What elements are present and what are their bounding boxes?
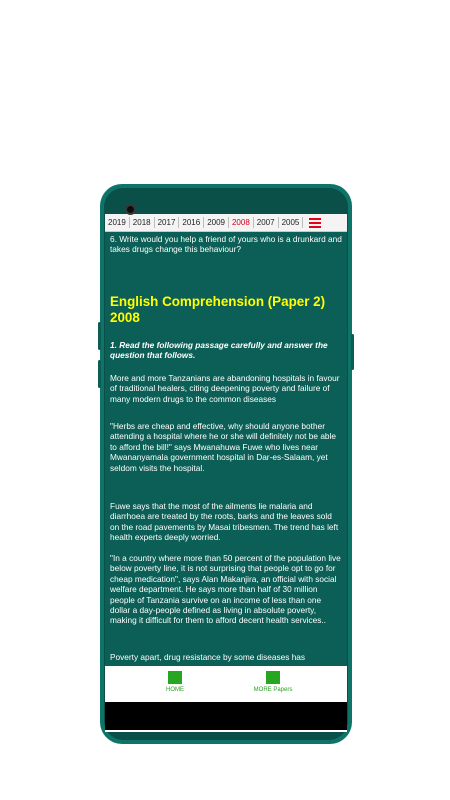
phone-side-button <box>98 322 101 350</box>
home-nav-button[interactable] <box>140 671 210 693</box>
tab-2016[interactable]: 2016 <box>179 217 204 228</box>
passage-paragraph-5: Poverty apart, drug resistance by some diseases has <box>110 652 306 662</box>
system-navigation-bar <box>105 702 347 730</box>
tab-2008[interactable]: 2008 <box>229 217 254 228</box>
home-icon <box>168 671 182 684</box>
tab-2017[interactable]: 2017 <box>155 217 180 228</box>
question-6-text: 6. Write would you help a friend of yours who is a drunkard and takes drugs change this behaviour? <box>110 234 342 255</box>
phone-side-button <box>98 360 101 388</box>
instruction-text: 1. Read the following passage carefully and answer the question that follows. <box>110 340 328 361</box>
paper-heading: English Comprehension (Paper 2) 2008 <box>110 294 326 325</box>
tab-2019[interactable]: 2019 <box>105 217 130 228</box>
home-label: HOME <box>166 687 184 693</box>
tab-2018[interactable]: 2018 <box>130 217 155 228</box>
passage-paragraph-2: "Herbs are cheap and effective, why should anyone bother attending a hospital where he or she will definitely not be able to afford the bill!" says Mwanahuwa Fuwe who lives near Mwananyamala government hospital in Dar-es-Salaam, yet seldom visits the hospital. <box>110 421 337 473</box>
tab-2005[interactable]: 2005 <box>279 217 304 228</box>
passage-paragraph-1: More and more Tanzanians are abandoning hospitals in favour of traditional healers, citing deepening poverty and failure of many modern drugs to the common diseases <box>110 373 340 404</box>
phone-side-button <box>351 334 354 370</box>
app-screen <box>105 214 347 732</box>
passage-paragraph-4: "In a country where more than 50 percent of the population live below poverty line, it is not surprising that people opt to go for cheap medication", says Alan Makanjira, an official with social welfare department. He says more than half of 30 million people of Tanzania survive on an income of less than one dollar a day-people defined as living in absolute poverty, making it difficult for them to afford decent health services.. <box>110 553 341 626</box>
tab-2007[interactable]: 2007 <box>254 217 279 228</box>
year-tabs <box>105 214 347 232</box>
hamburger-menu-icon[interactable] <box>309 218 321 228</box>
more-papers-label: MORE Papers <box>253 687 293 693</box>
more-papers-nav-button[interactable] <box>238 671 308 693</box>
front-camera-icon <box>125 204 136 215</box>
tab-2009[interactable]: 2009 <box>204 217 229 228</box>
bottom-nav <box>105 666 347 701</box>
paper-content[interactable] <box>105 232 347 672</box>
more-papers-icon <box>266 671 280 684</box>
passage-paragraph-3: Fuwe says that the most of the ailments lie malaria and diarrhoea are treated by the roots, barks and the leaves sold on the road pavements by Masai tribesmen. The trend has left health experts deeply worried. <box>110 501 339 543</box>
